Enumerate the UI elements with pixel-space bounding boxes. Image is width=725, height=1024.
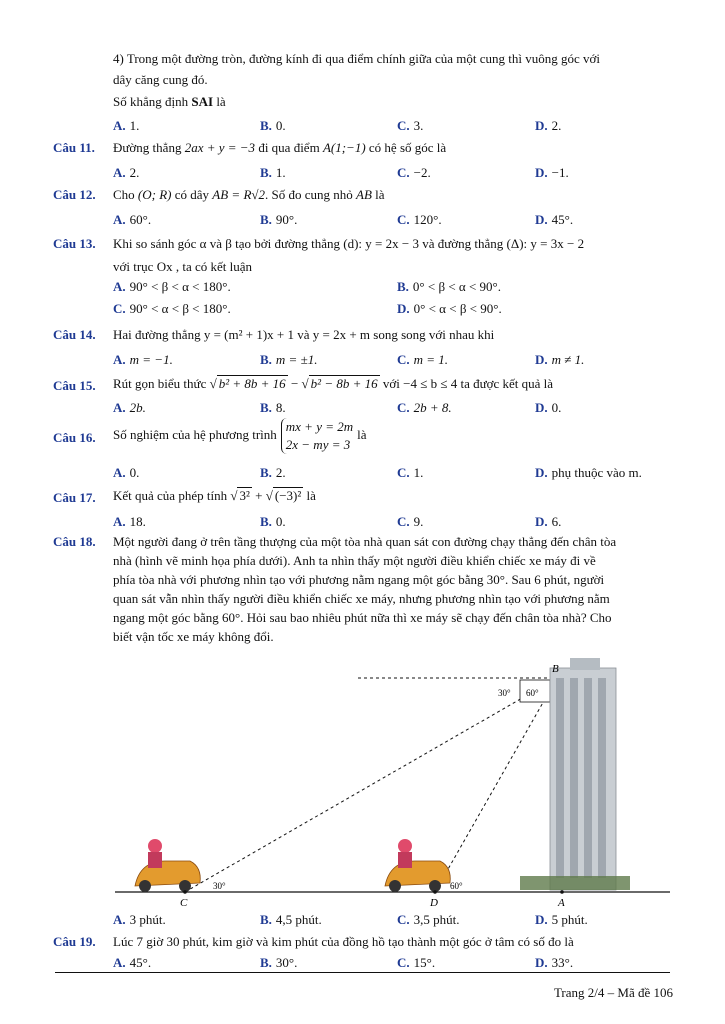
q15-option-a[interactable] [113,400,146,416]
q15-minus: − [287,376,302,391]
q15-option-b[interactable] [260,400,286,416]
option-letter: A. [113,165,126,180]
option-letter: B. [397,279,409,294]
option-text: 0° < β < α < 90°. [412,279,501,294]
option-letter: C. [397,118,410,133]
q11-text-pre: Đường thẳng [113,140,185,155]
q10-option-a[interactable] [113,118,139,134]
q17-text: Kết quả của phép tính √ 3² + √ (−3)² là [113,488,316,503]
option-text: 18. [129,514,146,529]
option-letter: B. [260,955,272,970]
q15-text-post: với −4 ≤ b ≤ 4 ta được kết quả là [379,376,554,391]
option-letter: B. [260,352,272,367]
option-text: −1. [551,165,569,180]
q11-option-d[interactable] [535,165,569,181]
option-text: 1. [129,118,140,133]
option-letter: D. [535,400,548,415]
q15-option-c[interactable] [397,400,452,416]
option-text: 30°. [275,955,298,970]
q16-system-brace [281,418,353,454]
q12-option-b[interactable] [260,212,297,228]
option-text: 5 phút. [551,912,588,927]
label-A: A [558,897,565,909]
option-text: 0. [275,118,286,133]
option-letter: B. [260,514,272,529]
sight-line-to-C [185,678,557,892]
q19-label: Câu 19. [53,934,96,949]
option-letter: C. [397,514,410,529]
option-letter: B. [260,912,272,927]
q11-text [113,140,446,156]
q15-text: Rút gọn biểu thức √ b² + 8b + 16 − √ b² − 8b + 16 với −4 ≤ b ≤ 4 ta được kết quả là [113,376,554,391]
q10-option-c[interactable] [397,118,423,134]
option-text: 0. [551,400,562,415]
q18-line: nhà (hình vẽ minh họa phía dưới). Anh ta nhìn thấy một người điều khiển chiếc xe máy đi về [113,553,596,568]
q14-option-a[interactable] [113,352,173,368]
option-letter: A. [113,279,126,294]
q13-option-b[interactable] [397,279,501,295]
q11-option-b[interactable] [260,165,286,181]
q10-option-d[interactable] [535,118,561,134]
q15-text-pre: Rút gọn biểu thức [113,376,210,391]
option-letter: C. [397,212,410,227]
q11-equation: 2ax + y = −3 [184,140,256,155]
option-text: m = 1. [413,352,449,367]
angle-label-top-left: 30° [498,688,511,698]
option-text: 8. [275,400,286,415]
option-letter: C. [397,912,410,927]
motorbike-icon [135,839,200,892]
angle-label-top-right: 60° [526,688,539,698]
q16-option-b[interactable] [260,465,286,481]
option-letter: A. [113,514,126,529]
q18-option-d[interactable] [535,912,588,928]
option-letter: D. [535,955,548,970]
q18-label: Câu 18. [53,534,96,549]
q14-option-d[interactable] [535,352,584,368]
label-D: D [430,897,438,909]
point-D-marker [433,890,437,894]
q12-text-pre: Cho [113,187,138,202]
option-text: 90° < α < β < 180°. [129,301,231,316]
q19-option-d[interactable] [535,955,573,971]
q13-option-a[interactable] [113,279,231,295]
q18-option-b[interactable] [260,912,322,928]
q12-arc: AB [356,187,372,202]
q12-option-a[interactable] [113,212,151,228]
point-C-marker [183,890,187,894]
option-letter: B. [260,165,272,180]
q18-line: Một người đang ở trên tầng thượng của một tòa nhà quan sát con đường chạy thẳng đến chân tòa [113,534,617,549]
statement-4-continued: dây căng cung đó. [113,72,208,87]
q18-figure [100,648,680,910]
q12-option-c[interactable] [397,212,442,228]
motorbike-icon [385,839,450,892]
sight-line-to-D [435,678,557,892]
q10-prompt-bold: SAI [191,94,214,109]
q18-option-a[interactable] [113,912,166,928]
option-letter: B. [260,465,272,480]
q17-option-b[interactable] [260,514,286,530]
option-text: 3,5 phút. [413,912,460,927]
option-letter: D. [535,912,548,927]
option-letter: D. [535,165,548,180]
option-text: 33°. [551,955,574,970]
option-text: 90°. [275,212,298,227]
q18-text [113,532,673,646]
q19-option-b[interactable] [260,955,297,971]
option-letter: A. [113,352,126,367]
q12-text [113,187,385,203]
option-letter: A. [113,400,126,415]
q17-option-d[interactable] [535,514,561,530]
option-letter: A. [113,912,126,927]
q11-label: Câu 11. [53,140,95,155]
q15-root-1: b² + 8b + 16 [218,376,286,391]
option-text: m = ±1. [275,352,318,367]
option-text: 45°. [129,955,152,970]
q10-prompt [113,94,226,110]
q10-option-b[interactable] [260,118,286,134]
q13-text-line1: Khi so sánh góc α và β tạo bởi đường thẳng (d): y = 2x − 3 và đường thẳng (Δ): y = 3x − 2 [113,236,585,251]
q17-root-1: 3² [239,488,250,503]
q18-line: biết vận tốc xe máy không đổi. [113,629,274,644]
option-letter: D. [535,514,548,529]
q18-line: phía tòa nhà với phương nhìn tạo với phương nằm ngang một góc bằng 30°. Sau 6 phút, người [113,572,605,587]
q13-text-line2: với trục Ox , ta có kết luận [113,259,253,274]
q13-label: Câu 13. [53,236,96,251]
option-text: 3. [413,118,424,133]
q16-equation-2: 2x − my = 3 [285,437,351,452]
q16-equation-1: mx + y = 2m [285,419,354,434]
point-A-marker [560,890,564,894]
option-text: phụ thuộc vào m. [551,465,642,480]
option-letter: B. [260,118,272,133]
option-letter: D. [535,212,548,227]
q15-label: Câu 15. [53,378,96,393]
option-letter: D. [535,118,548,133]
page-footer: Trang 2/4 – Mã đề 106 [553,985,673,1000]
label-B: B [552,663,559,675]
angle-label-C: 30° [213,881,226,891]
option-text: 45°. [551,212,574,227]
label-C: C [180,897,188,909]
option-text: 4,5 phút. [275,912,322,927]
option-text: 1. [275,165,286,180]
option-text: 90° < β < α < 180°. [129,279,231,294]
q17-root-2: (−3)² [274,488,302,503]
q18-line: ngang một góc bằng 60°. Hỏi sau bao nhiêu phút nữa thì xe máy sẽ chạy đến chân tòa nhà? Cho [113,610,612,625]
q11-text-post: có hệ số góc là [365,140,447,155]
option-text: 2b + 8. [413,400,452,415]
option-text: 0. [275,514,286,529]
option-text: 2b. [129,400,146,415]
statement-4: 4) Trong một đường tròn, đường kính đi qua điểm chính giữa của một cung thì vuông góc với [113,51,600,66]
option-letter: A. [113,465,126,480]
option-text: 15°. [413,955,436,970]
q12-circle: (O; R) [137,187,172,202]
option-text: m = −1. [129,352,173,367]
option-text: 2. [129,165,140,180]
q16-option-c[interactable] [397,465,423,481]
option-text: 0. [129,465,140,480]
q18-option-c[interactable] [397,912,460,928]
q11-text-mid: đi qua điểm [255,140,323,155]
option-letter: B. [260,212,272,227]
option-letter: C. [113,301,126,316]
option-text: 3 phút. [129,912,166,927]
option-text: 9. [413,514,424,529]
option-text: 2. [551,118,562,133]
angle-label-D: 60° [450,881,463,891]
option-letter: C. [397,465,410,480]
q15-root-2: b² − 8b + 16 [310,376,378,391]
q13-option-d[interactable] [397,301,502,317]
option-letter: A. [113,212,126,227]
q14-text: Hai đường thẳng y = (m² + 1)x + 1 và y = 2x + m song song với nhau khi [113,327,495,342]
option-text: −2. [413,165,431,180]
option-letter: A. [113,955,126,970]
footer-divider [55,972,670,973]
option-letter: C. [397,955,410,970]
q17-text-post: là [303,488,316,503]
q13-option-c[interactable] [113,301,231,317]
q16-label: Câu 16. [53,430,96,445]
option-text: 2. [275,465,286,480]
q11-point: A(1;−1) [322,140,366,155]
q17-option-a[interactable] [113,514,146,530]
q14-option-c[interactable] [397,352,448,368]
q12-text-mid: có dây [171,187,213,202]
option-letter: A. [113,118,126,133]
q12-text-end: là [371,187,385,202]
q17-option-c[interactable] [397,514,423,530]
q11-option-a[interactable] [113,165,139,181]
q16-text-post: là [357,426,367,442]
q18-line: quan sát vẫn nhìn thấy người điều khiển chiếc xe máy, nhưng phương nhìn tạo với phương nằm [113,591,610,606]
q17-label: Câu 17. [53,490,96,505]
option-letter: C. [397,165,410,180]
option-text: 120°. [413,212,442,227]
option-text: 1. [413,465,424,480]
option-text: 60°. [129,212,152,227]
q19-option-a[interactable] [113,955,151,971]
q12-option-d[interactable] [535,212,573,228]
option-text: 0° < α < β < 90°. [413,301,502,316]
q12-chord: AB = R√2 [212,187,266,202]
q11-option-c[interactable] [397,165,431,181]
option-letter: C. [397,400,410,415]
option-letter: B. [260,400,272,415]
q15-option-d[interactable] [535,400,561,416]
option-letter: C. [397,352,410,367]
q12-label: Câu 12. [53,187,96,202]
option-text: 6. [551,514,562,529]
q16-text-pre: Số nghiệm của hệ phương trình [113,426,277,442]
option-letter: D. [535,352,548,367]
q10-prompt-text: Số khẳng định [113,94,192,109]
q16-text [113,418,367,454]
q17-text-pre: Kết quả của phép tính [113,488,231,503]
q17-plus: + [251,488,266,503]
q14-label: Câu 14. [53,327,96,342]
q16-option-d[interactable] [535,465,642,481]
q12-text-post: . Số đo cung nhỏ [265,187,357,202]
option-letter: D. [535,465,548,480]
q10-prompt-end: là [213,94,226,109]
q19-text: Lúc 7 giờ 30 phút, kim giờ và kim phút của đồng hồ tạo thành một góc ở tâm có số đo là [113,934,574,949]
q14-option-b[interactable] [260,352,317,368]
q16-option-a[interactable] [113,465,139,481]
q19-option-c[interactable] [397,955,435,971]
option-letter: D. [397,301,410,316]
option-text: m ≠ 1. [551,352,585,367]
